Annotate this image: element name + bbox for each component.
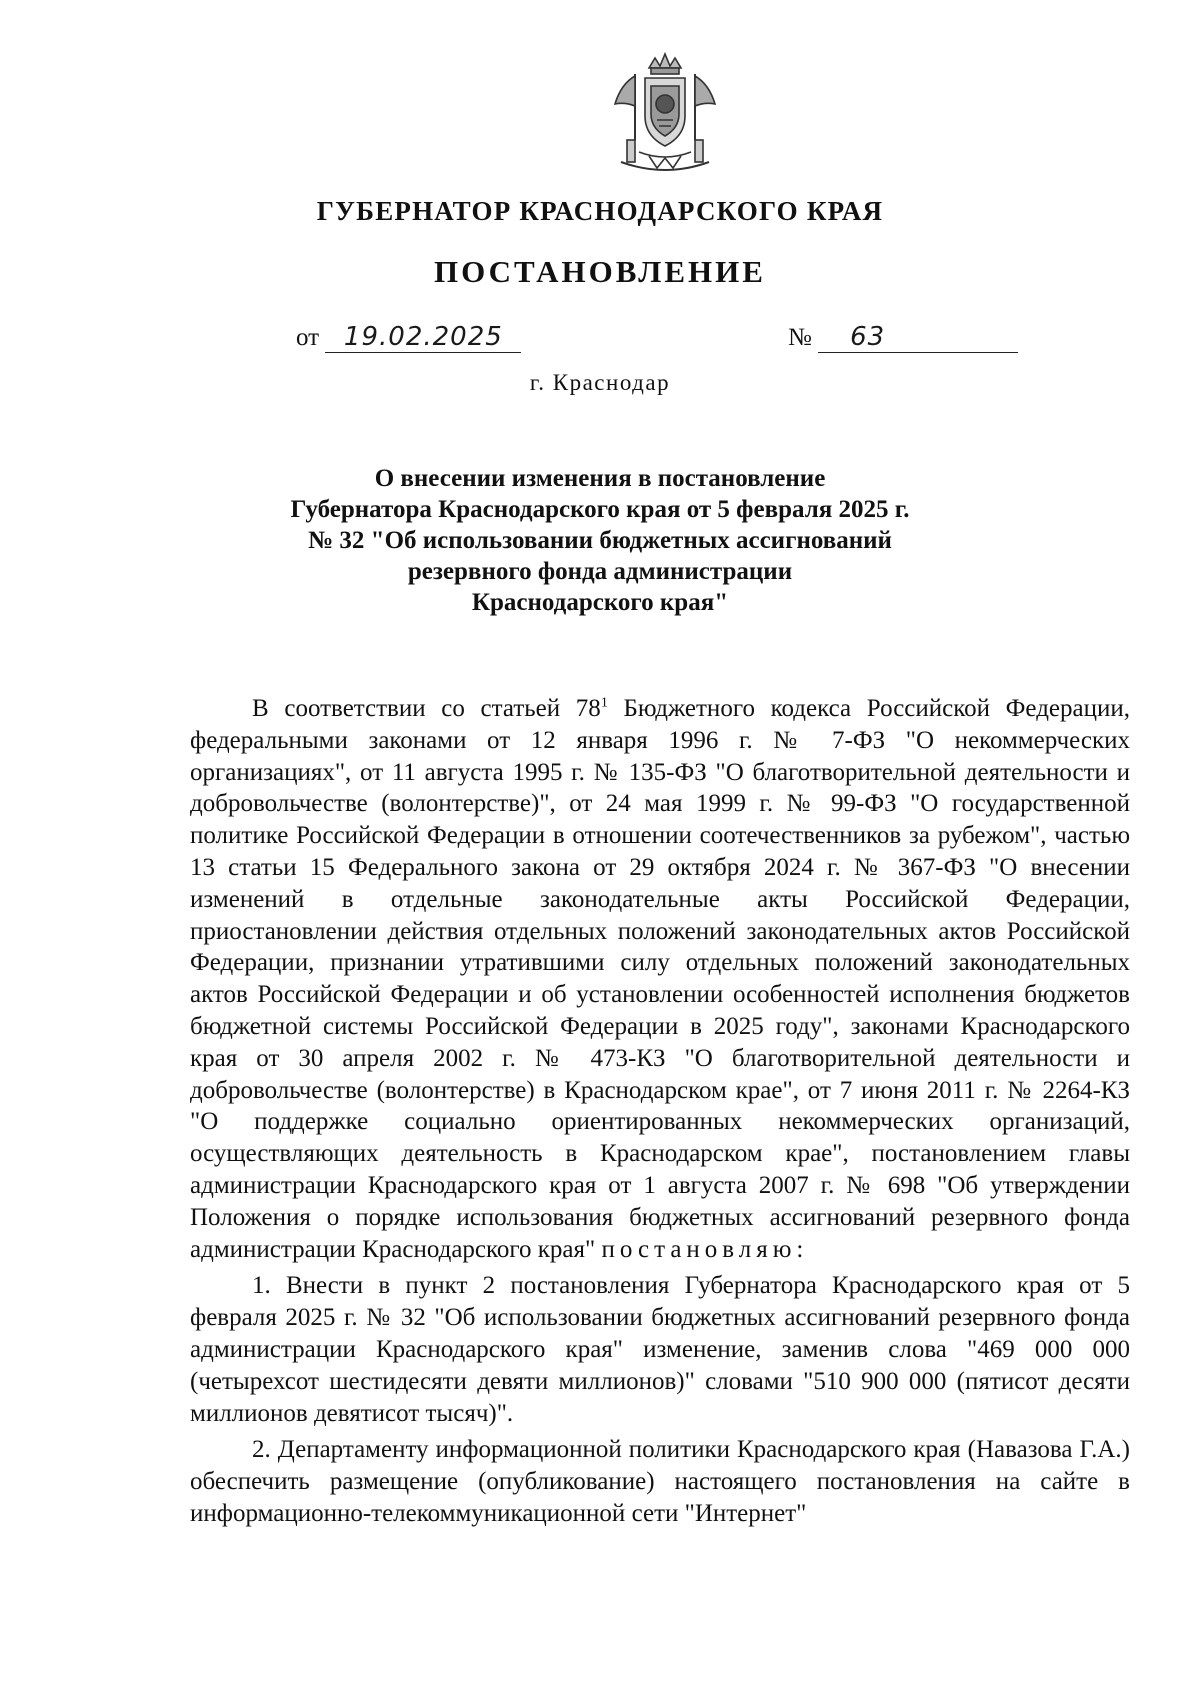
title-line: О внесении изменения в постановление [374, 465, 826, 492]
preamble-text-continued: Бюджетного кодекса Российской Федерации, федеральными законами от 12 января 1996 г. № 7-ФЗ "О некоммерческих организациях", от 11 августа 1995 г. № 135-ФЗ "О благотворительной деятельности и добровольчестве (волонтерстве)", от 24 мая 1999 г. № 99-ФЗ "О государственной политике Российской Федерации в отношении соотечественников за рубежом", частью 13 статьи 15 Федерального закона от 29 октября 2024 г. № 367-ФЗ "О внесении изменений в отдельные законодательные акты Российской Федерации, приостановлении действия отдельных положений законодательных актов Российской Федерации, признании утратившими силу отдельных положений законодательных актов Российской Федерации и об установлении особенностей исполнения бюджетов бюджетной системы Российской Федерации в 2025 году", законами Краснодарского края от 30 апреля 2002 г. № 473-КЗ "О благотворительной деятельности и добровольчестве (волонтерстве) в Краснодарском крае", от 7 июня 2011 г. № 2264-КЗ "О поддержке социально ориентированных некоммерческих организаций, осуществляющих деятельность в Краснодарском крае", постановлением главы администрации Краснодарского края от 1 августа 2007 г. № 698 "Об утверждении Положения о порядке использования бюджетных ассигнований резервного фонда администрации Краснодарского края" [190, 695, 1130, 1263]
date-value: 19.02.2025 [325, 322, 521, 353]
article-superscript: 1 [600, 695, 608, 711]
paragraph-item-1: 1. Внести в пункт 2 постановления Губернатора Краснодарского края от 5 февраля 2025 г. № 32 "Об использовании бюджетных ассигнований резервного фонда администрации Краснодарского края" изменение, заменив слова "469 000 000 (четырехсот шестидесяти девяти миллионов)" словами "510 900 000 (пятисот десяти миллионов девятисот тысяч)". [190, 1272, 1130, 1427]
number-prefix: № [788, 324, 812, 351]
resolve-word: постановляю: [601, 1235, 809, 1263]
title-line: № 32 "Об использовании бюджетных ассигнований [308, 527, 892, 554]
number-value: 63 [818, 322, 1018, 353]
preamble-text: В соответствии со статьей 78 [252, 695, 601, 722]
date-prefix: от [296, 324, 320, 351]
document-body [190, 693, 1130, 1530]
document-type-heading: ПОСТАНОВЛЕНИЕ [434, 254, 766, 289]
number-field [788, 322, 1018, 353]
document-title [0, 463, 1200, 618]
title-line: Губернатора Краснодарского края от 5 февраля 2025 г. [290, 496, 910, 523]
authority-heading: ГУБЕРНАТОР КРАСНОДАРСКОГО КРАЯ [316, 196, 884, 226]
date-field [296, 322, 521, 353]
title-line: резервного фонда администрации [407, 558, 793, 585]
city-label: г. Краснодар [529, 370, 671, 395]
paragraph-preamble [190, 693, 1130, 1265]
paragraph-item-2: 2. Департаменту информационной политики Краснодарского края (Навазова Г.А.) обеспечить размещение (опубликование) настоящего постановления на сайте в информационно-телекоммуникационной сети "Интернет" [190, 1436, 1130, 1527]
title-line: Краснодарского края" [471, 589, 729, 616]
coat-of-arms-emblem [605, 44, 725, 178]
